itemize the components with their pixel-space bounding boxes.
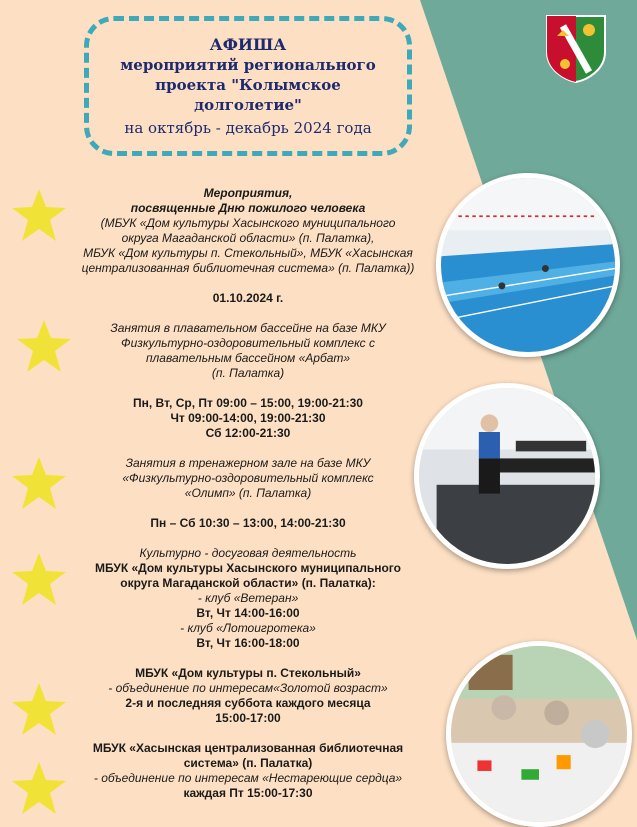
pool-description: плавательным бассейном «Арбат»: [145, 351, 351, 365]
organizer-line: МБУК «Дом культуры п. Стекольный», МБУК «Хасынская: [83, 246, 413, 260]
club-name: - объединение по интересам«Золотой возраст»: [108, 681, 388, 695]
header-dashed-box: [84, 16, 412, 156]
library-crafts-photo: [446, 641, 632, 827]
club-time: Вт, Чт 16:00-18:00: [196, 636, 300, 650]
pool-schedule: Пн, Вт, Ср, Пт 09:00 – 15:00, 19:00-21:30: [133, 396, 363, 410]
organizer-line: (МБУК «Дом культуры Хасынского муниципального: [100, 216, 396, 230]
star-icon: [10, 760, 68, 816]
treadmill-gym-photo: [414, 383, 600, 569]
section-heading: посвященные Дню пожилого человека: [130, 201, 366, 215]
poster-title: АФИША: [209, 35, 287, 54]
events-content: [78, 186, 418, 801]
gym-description: «Физкультурно-оздоровительный комплекс: [122, 471, 374, 485]
star-icon: [10, 187, 68, 243]
gym-description: Занятия в тренажерном зале на базе МКУ: [125, 456, 371, 470]
club-time: каждая Пт 15:00-17:30: [183, 786, 313, 800]
swimming-pool-photo: [436, 173, 620, 357]
steklyanny-org: МБУК «Дом культуры п. Стекольный»: [135, 666, 361, 680]
pool-description: Физкультурно-оздоровительный комплекс с: [121, 336, 375, 350]
library-org: система» (п. Палатка): [183, 756, 313, 770]
pool-schedule: Сб 12:00-21:30: [205, 426, 291, 440]
pool-description: Занятия в плавательном бассейне на базе МКУ: [110, 321, 386, 335]
organizer-line: округа Магаданской области» (п. Палатка),: [121, 231, 375, 245]
section-heading: Мероприятия,: [203, 186, 293, 200]
club-time: 2-я и последняя суббота каждого месяца: [125, 696, 371, 710]
subtitle-line: проекта "Колымское: [155, 76, 341, 94]
star-icon: [10, 551, 68, 607]
star-icon: [15, 318, 73, 374]
event-date: 01.10.2024 г.: [212, 291, 284, 305]
club-time: Вт, Чт 14:00-16:00: [196, 606, 300, 620]
subtitle-line: мероприятий регионального: [120, 56, 376, 74]
club-time: 15:00-17:00: [215, 711, 281, 725]
club-name: - объединение по интересам «Нестареющие сердца»: [93, 771, 403, 785]
library-org: МБУК «Хасынская централизованная библиотечная: [92, 741, 404, 755]
club-name: - клуб «Ветеран»: [197, 591, 299, 605]
culture-org: МБУК «Дом культуры Хасынского муниципального: [95, 561, 401, 575]
culture-org: округа Магаданской области» (п. Палатка):: [120, 576, 376, 590]
coat-of-arms-icon: [543, 12, 609, 84]
gym-description: «Олимп» (п. Палатка): [184, 486, 312, 500]
poster-dates: на октябрь - декабрь 2024 года: [124, 119, 372, 137]
star-icon: [10, 455, 68, 511]
gym-schedule: Пн – Сб 10:30 – 13:00, 14:00-21:30: [150, 516, 346, 530]
culture-heading: Культурно - досуговая деятельность: [139, 546, 357, 560]
subtitle-line: долголетие": [194, 96, 302, 114]
star-icon: [10, 681, 68, 737]
pool-schedule: Чт 09:00-14:00, 19:00-21:30: [170, 411, 326, 425]
pool-description: (п. Палатка): [211, 366, 285, 380]
club-name: - клуб «Лотоигротека»: [180, 621, 316, 635]
organizer-line: централизованная библиотечная система» (п. Палатка)): [81, 261, 415, 275]
